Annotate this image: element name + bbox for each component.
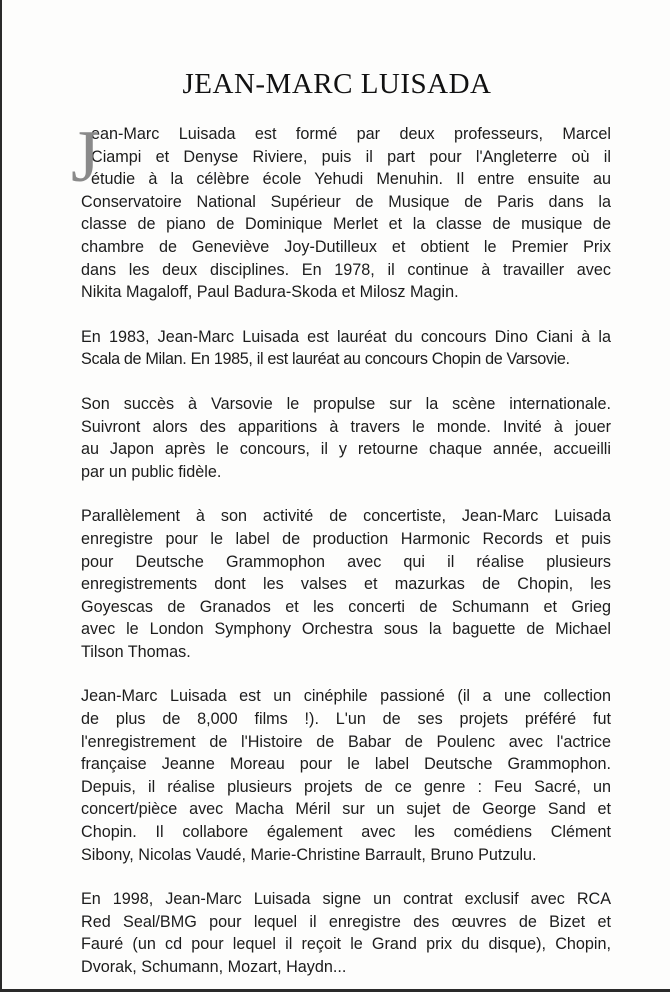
text-line: Ciampi et Denyse Riviere, puis il part pour l'Angleterre où il	[91, 147, 611, 166]
text-line: Parallèlement à son activité de concertiste, Jean-Marc Luisada	[81, 507, 611, 526]
text-line: avec le London Symphony Orchestra sous la baguette de Michael	[81, 620, 611, 639]
text-line: Tilson Thomas.	[81, 642, 191, 661]
text-line: Scala de Milan. En 1985, il est lauréat au concours Chopin de Varsovie.	[81, 350, 570, 369]
paragraph-6	[81, 888, 611, 978]
text-line: Chopin. Il collabore également avec les comédiens Clément	[81, 823, 611, 842]
drop-cap-letter: J	[71, 116, 100, 198]
page-title: JEAN-MARC LUISADA	[182, 68, 492, 100]
text-line: pour Deutsche Grammophon avec qui il réalise plusieurs	[81, 552, 611, 571]
text-line: Sibony, Nicolas Vaudé, Marie-Christine Barrault, Bruno Putzulu.	[81, 845, 537, 864]
text-line: Nikita Magaloff, Paul Badura-Skoda et Milosz Magin.	[81, 283, 459, 302]
text-line: chambre de Geneviève Joy-Dutilleux et obtient le Premier Prix	[81, 237, 611, 256]
text-line: concert/pièce avec Macha Méril sur un sujet de George Sand et	[81, 800, 611, 819]
paragraph-1	[71, 116, 611, 304]
text-line: l'enregistrement de l'Histoire de Babar de Poulenc avec l'actrice	[81, 732, 611, 751]
text-line: En 1998, Jean-Marc Luisada signe un contrat exclusif avec RCA	[81, 890, 611, 909]
text-line: ean-Marc Luisada est formé par deux professeurs, Marcel	[91, 125, 611, 143]
text-line: Jean-Marc Luisada est un cinéphile passioné (il a une collection	[81, 687, 611, 706]
text-line: par un public fidèle.	[81, 462, 222, 481]
text-line: Goyescas de Granados et les concerti de Schumann et Grieg	[81, 597, 611, 616]
text-line: au Japon après le concours, il y retourne chaque année, accueilli	[81, 440, 611, 459]
text-line: dans les deux disciplines. En 1978, il continue à travailler avec	[81, 260, 611, 279]
text-line: de plus de 8,000 films !). L'un de ses projets préféré fut	[81, 710, 611, 729]
text-line: Dvorak, Schumann, Mozart, Haydn...	[81, 958, 347, 976]
text-line: Red Seal/BMG pour lequel il enregistre des œuvres de Bizet et	[81, 912, 611, 931]
paragraph-3	[81, 393, 611, 483]
text-line: française Jeanne Moreau pour le label Deutsche Grammophon.	[81, 755, 611, 774]
text-line: enregistre pour le label de production Harmonic Records et puis	[81, 529, 611, 548]
text-line: Conservatoire National Supérieur de Musique de Paris dans la	[81, 192, 611, 211]
text-line: Fauré (un cd pour lequel il reçoit le Grand prix du disque), Chopin,	[81, 935, 611, 954]
text-line: Depuis, il réalise plusieurs projets de ce genre : Feu Sacré, un	[81, 777, 611, 796]
text-line: Son succès à Varsovie le propulse sur la scène internationale.	[81, 394, 611, 413]
text-line: Suivront alors des apparitions à travers le monde. Invité à jouer	[81, 417, 611, 436]
text-line: En 1983, Jean-Marc Luisada est lauréat du concours Dino Ciani à la	[81, 327, 611, 346]
paragraph-2	[81, 326, 611, 371]
paragraph-5	[81, 685, 611, 866]
paragraph-4	[81, 505, 611, 663]
biography-body	[71, 116, 611, 992]
text-line: enregistrements dont les valses et mazurkas de Chopin, les	[81, 575, 611, 594]
text-line: classe de piano de Dominique Merlet et la classe de musique de	[81, 215, 611, 234]
text-line: étudie à la célèbre école Yehudi Menuhin. Il entre ensuite au	[91, 170, 611, 189]
